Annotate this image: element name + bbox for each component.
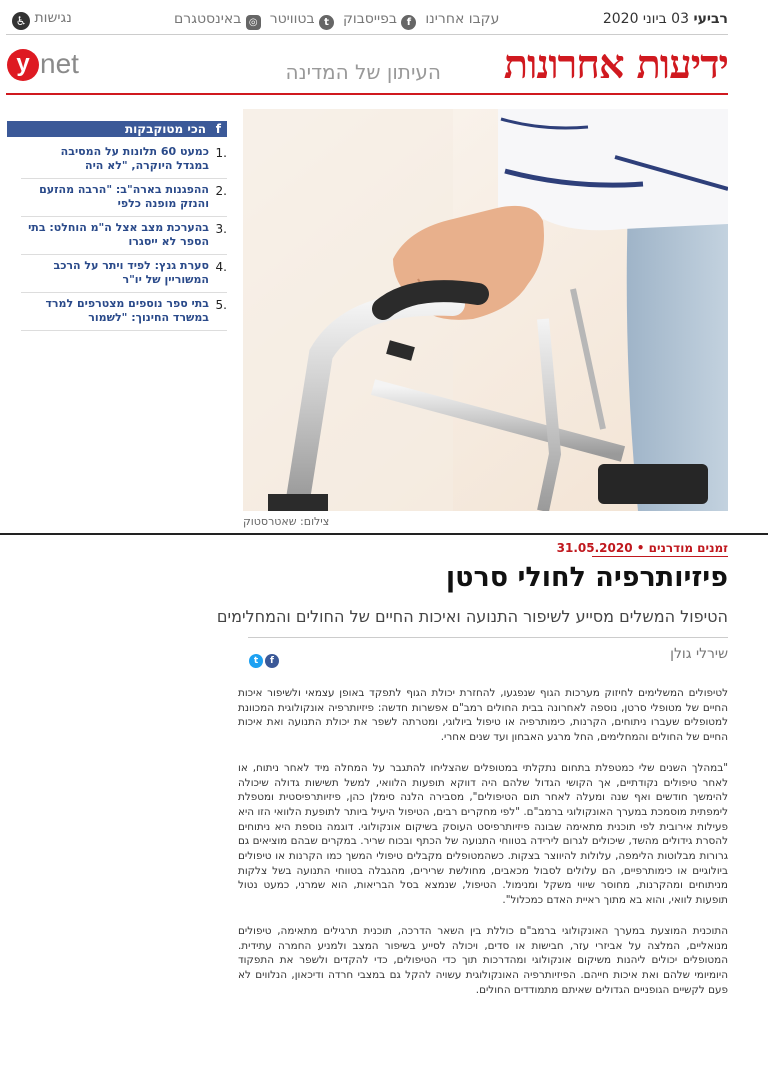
instagram-icon[interactable]: ◎: [246, 15, 261, 30]
facebook-icon: f: [215, 122, 221, 136]
article-subheadline: הטיפול המשלים מסייע לשיפור התנועה ואיכות החיים של החולים והמחלימים: [216, 607, 728, 626]
list-item[interactable]: [21, 141, 227, 179]
most-commented-header: [7, 121, 227, 137]
current-date: רביעי 03 ביוני 2020: [602, 11, 728, 27]
article-author[interactable]: שירלי גולן: [670, 646, 728, 662]
follow-us: [174, 11, 499, 30]
item-link[interactable]: בהערכת מצב אצל ה"מ הוחלט: בתי הספר לא ייסגרו: [28, 221, 209, 248]
list-item[interactable]: [21, 217, 227, 255]
section-separator: [0, 533, 768, 535]
masthead-rule: [6, 93, 728, 95]
follow-label: עקבו אחרינו: [425, 11, 500, 27]
list-item[interactable]: [21, 255, 227, 293]
wheelchair-icon: ♿: [12, 12, 30, 30]
item-link[interactable]: סערת גנץ: לפיד ויתר על הרכב המשוריין של יו"ר: [53, 259, 209, 286]
article-headline: פיזיותרפיה לחולי סרטן: [445, 562, 728, 593]
most-commented-widget: [7, 121, 227, 331]
list-item[interactable]: [21, 179, 227, 217]
share-buttons: [249, 648, 281, 668]
masthead-title[interactable]: ידיעות אחרונות: [503, 41, 728, 88]
ynet-logo-mark[interactable]: y: [7, 49, 39, 81]
item-number: 1.: [215, 146, 227, 160]
walker-photo: [243, 109, 728, 511]
ynet-logo-text[interactable]: net: [40, 48, 79, 79]
facebook-icon[interactable]: f: [401, 15, 416, 30]
photo-credit: צילום: שאטרסטוק: [243, 515, 330, 528]
masthead-subtitle: העיתון של המדינה: [285, 60, 441, 84]
accessibility-button[interactable]: [12, 10, 72, 30]
most-commented-title: הכי מטוקבקות: [124, 122, 206, 136]
accessibility-label: נגישות: [34, 10, 72, 26]
article-paragraph: לטיפולים המשלימים לחיזוק מערכות הגוף שנפגעו, להחזרת יכולת הגוף לתפקד באופן עצמאי ולשיפור איכות החיים של מטופלי סרטן, נוספה לאחרונה בבית החולים רמב"ם אפשרות חדשה: פיזיותרפיה אונקולוגית המכוונת למטופלים שעברו ניתוחים, הקרנות, כימותרפיה או טיפול ביולוגי, ומטרתה לשפר את יכולת התנועה ואת איכות החיים של החולים והמחלימים, החל מרגע האבחון ועד שנים אחרי.: [238, 687, 728, 744]
byline-divider: [248, 637, 728, 638]
item-link[interactable]: כמעט 60 תלונות על המסיבה במגדל היוקרה, "לא היה: [60, 145, 209, 172]
top-bar: [6, 8, 728, 34]
item-number: 3.: [215, 222, 227, 236]
article-paragraph: התוכנית המוצעת במערך האונקולוגי ברמב"ם כוללת בין השאר הדרכה, תוכנית תרגילים מתאימה, טיפולים מנואליים, המלצה על אביזרי עזר, חבישות או סדים, ויכולה לסייע בשיפור המצב ולמניע החמרה עתידית. המטופלים יכולים ליהנות משיקום אונקולוגי ומהדרכות תוך כדי הטיפולים, כדי להקדים ולשפר את התפקוד היומיומי שלהם ואת איכות חייהם. הפיזיותרפיה האונקולוגית עשויה להקל גם במצבי חרדה ודיכאון, הנלווים לא פעם לקשיים הגופניים הגדולים שאיתם מתמודדים החולים.: [238, 924, 728, 996]
article-body: [238, 686, 728, 1013]
twitter-link[interactable]: בטוויטר: [269, 11, 315, 27]
item-number: 2.: [215, 184, 227, 198]
kicker-underline: [592, 556, 728, 557]
facebook-share-icon[interactable]: f: [265, 654, 279, 668]
article-hero-image: [243, 109, 728, 511]
article-kicker[interactable]: זמנים מודרנים • 31.05.2020: [556, 541, 728, 555]
divider: [6, 34, 728, 35]
item-link[interactable]: בתי ספר נוספים מצטרפים למרד במשרד החינוך: "לשמור: [45, 297, 209, 324]
item-number: 5.: [215, 298, 227, 312]
twitter-icon[interactable]: t: [319, 15, 334, 30]
most-commented-list: [21, 141, 227, 331]
facebook-link[interactable]: בפייסבוק: [342, 11, 397, 27]
item-number: 4.: [215, 260, 227, 274]
instagram-link[interactable]: באינסטגרם: [174, 11, 242, 27]
item-link[interactable]: ההפגנות בארה"ב: "הרבה מהזעם והנזק מופנה כלפי: [39, 183, 209, 210]
list-item[interactable]: [21, 293, 227, 331]
twitter-share-icon[interactable]: t: [249, 654, 263, 668]
article-paragraph: "במהלך השנים שלי כמטפלת בתחום נתקלתי במטופלים שהצליחו להתגבר על המחלה מיד לאחר ניתוח, או לאחר טיפולים נקודתיים, אך הקושי הגדול שלהם היה דווקא תופעות הלוואי, למשל תשישות גדולה שיכולה להימשך חודשים ואף שנה ומעלה לאחר תום הטיפולים", מסבירה הלנה סימלן כהן, פיזיותרפיסטית ומטפלת לימפתית מוסמכת במערך האונקולוגי ברמב"ם. "לפי מחקרים רבים, הטיפול היעיל ביותר לתופעת הלוואי הזו היא פעילות אירובית לפי תוכנית מתאימה שבונה פיזיותרפיסט העוסק בשיקום אונקולוגי. דוגמה נוספת היא ניתוחים להסרת גידולים מהשד, שיכולים לגרום לירידה בטווחי התנועה של הכתף ובכוח שריר. במקרים שבהם מוציאים גם גרורות מבלוטות הלימפה, עלולות להיווצר בצקות. כשהמטופלים מקבלים טיפולי המשך כמו הקרנות או טיפולים ביולוגיים או כימותרפיים, הם עלולים לסבול מכאבים, מחולשת שרירים, מהגבלה בטווחי התנועה בשל צלקות מניתוחים ומהקרנות, מחוסר שיווי משקל ומנימול. הטיפול, שנמצא בסל הבריאות, הוא שמרני, כמעט נטול תופעות לוואי, והוא בא מתוך ראיית האדם כמכלול".: [238, 761, 728, 907]
